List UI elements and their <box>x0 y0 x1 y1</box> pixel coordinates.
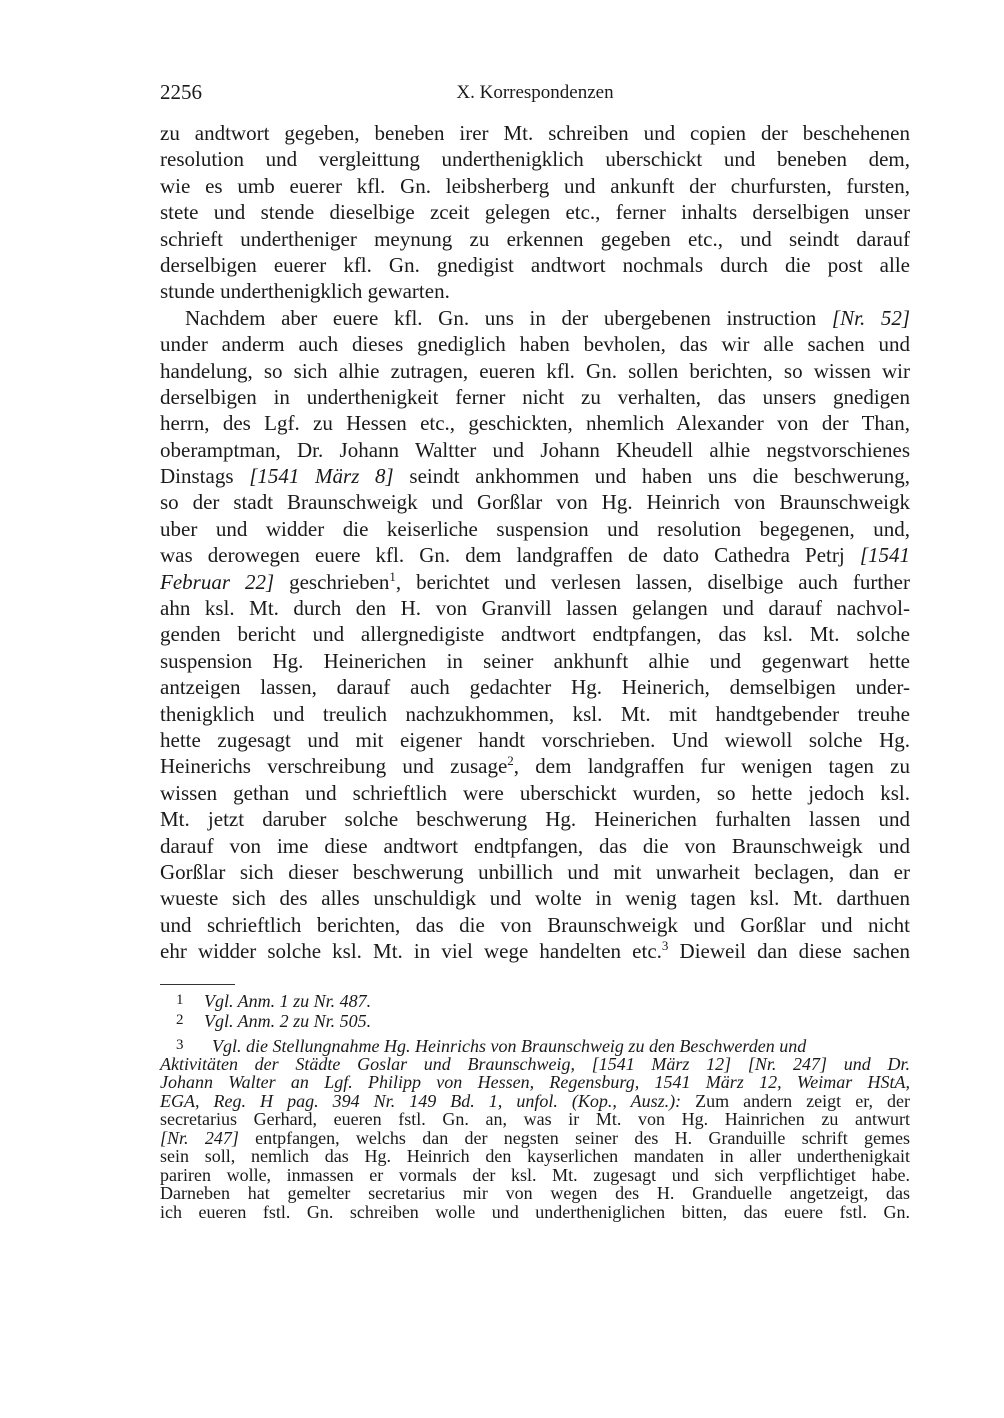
text-segment: derselbigen euerer kfl. Gn. gnedigist andtwort nochmals durch die post alle <box>160 252 910 277</box>
footnote-line <box>160 1036 910 1055</box>
text-segment: thenigklich und treulich nachzukhommen, ksl. Mt. mit handtgebender treuhe <box>160 701 910 726</box>
text-segment: Nachdem aber euere kfl. Gn. uns in der ubergebenen instruction <box>185 305 832 330</box>
text-segment: geschrieben <box>274 569 390 594</box>
text-segment: ehr widder solche ksl. Mt. in viel wege handelten etc. <box>160 939 662 964</box>
text-line <box>160 120 910 146</box>
footnote-3 <box>160 1036 910 1221</box>
footnote-line <box>160 1110 910 1129</box>
text-line <box>160 542 910 568</box>
text-segment: under anderm auch dieses gnediglich haben bevholen, das wir alle sachen und <box>160 332 910 357</box>
text-segment: [Nr. 52] <box>831 305 911 330</box>
text-segment: resolution und vergleittung underthenigklich uberschickt und beneben dem, <box>160 147 910 172</box>
text-segment: schrieft undertheniger meynung zu erkennen gegeben etc., und seindt darauf <box>160 226 910 251</box>
footnote-number: 3 <box>176 1037 184 1053</box>
text-segment: ahn ksl. Mt. durch den H. von Granvill lassen gelangen und darauf nachvol- <box>160 596 910 621</box>
footnote-separator <box>160 984 235 985</box>
text-segment: seindt ankhommen und haben uns die beschwerung, <box>393 464 910 489</box>
text-segment: uber und widder die keiserliche suspension und resolution begegenen, und, <box>160 516 910 541</box>
text-segment: antzeigen lassen, darauf auch gedachter Hg. Heinerich, demselbigen under- <box>160 675 910 700</box>
footnote-text: Vgl. Anm. 2 zu Nr. 505. <box>204 1011 372 1031</box>
text-segment: stunde underthenigklich gewarten. <box>160 279 450 304</box>
text-segment: , berichtet und verlesen lassen, diselbige auch further <box>395 569 910 594</box>
text-segment: darauf von ime diese andtwort endtpfangen, das die von Braunschweigk und <box>160 833 910 858</box>
text-line <box>160 569 910 595</box>
text-segment: herrn, des Lgf. zu Hessen etc., geschickten, nhemlich Alexander von der Than, <box>160 411 910 436</box>
text-line <box>160 885 910 911</box>
text-line <box>160 305 910 331</box>
footnote-reference: 3 <box>661 938 669 954</box>
text-segment: Dieweil dan diese sachen <box>668 939 910 964</box>
text-segment: zu andtwort gegeben, beneben irer Mt. schreiben und copien der beschehenen <box>160 121 910 145</box>
main-text <box>160 120 910 965</box>
text-line <box>160 806 910 832</box>
text-segment: secretarius Gerhard, eueren fstl. Gn. an, was ir Mt. von Hg. Hainrichen zu antwurt <box>160 1109 910 1129</box>
text-line <box>160 358 910 384</box>
text-segment: sein soll, nemlich das Hg. Heinrich den kayserlichen mandaten in aller underthenigkait <box>160 1146 910 1166</box>
text-line <box>160 199 910 225</box>
footnote-1 <box>160 990 910 1010</box>
text-line <box>160 489 910 515</box>
text-line <box>160 780 910 806</box>
text-segment: pariren wolle, inmassen er vormals der ksl. Mt. zugesagt und sich verpflichtiget habe. <box>160 1164 910 1185</box>
text-line <box>160 727 910 753</box>
footnote-line <box>160 1129 910 1148</box>
footnote-line <box>160 1092 910 1111</box>
text-segment: Gorßlar sich dieser beschwerung unbillich und mit unwarheit beclagen, dan er <box>160 859 910 884</box>
page-header <box>160 80 910 108</box>
text-segment: Dinstags <box>160 464 250 489</box>
text-segment: , dem landgraffen fur wenigen tagen zu <box>513 754 910 779</box>
text-segment: wie es umb euerer kfl. Gn. leibsherberg und ankunft der churfursten, fursten, <box>160 173 910 198</box>
text-line <box>160 701 910 727</box>
text-segment: wueste sich des alles unschuldigk und wolte in wenig tagen ksl. Mt. darthuen <box>160 886 910 911</box>
text-segment: oberamptman, Dr. Johann Waltter und Johann Kheudell alhie negstvorschienes <box>160 437 910 462</box>
text-segment: Zum andern zeigt er, der <box>681 1090 910 1111</box>
text-segment: wissen gethan und schrieftlich were uberschickt wurden, so hette jedoch ksl. <box>160 780 910 805</box>
text-line <box>160 410 910 436</box>
text-line <box>160 146 910 172</box>
text-line <box>160 595 910 621</box>
text-line <box>160 173 910 199</box>
footnotes <box>160 990 910 1030</box>
text-segment: was derowegen euere kfl. Gn. dem landgraffen de dato Cathedra Petrj <box>160 543 860 568</box>
text-line <box>160 278 910 304</box>
text-segment: derselbigen in underthenigkeit ferner nicht zu verhalten, das unsers gnedigen <box>160 384 910 409</box>
text-line <box>160 938 910 964</box>
text-segment: [1541 <box>859 543 910 568</box>
text-segment: handelung, so sich alhie zutragen, eueren kfl. Gn. sollen berichten, so wissen wir <box>160 358 910 383</box>
footnote-line <box>160 1073 910 1092</box>
page-number: 2256 <box>160 80 202 104</box>
text-segment: Heinerichs verschreibung und zusage <box>160 754 508 779</box>
text-segment: Darneben hat gemelter secretarius mir von wegen des H. Granduelle angetzeigt, das <box>160 1183 910 1203</box>
footnote-text: Vgl. Anm. 1 zu Nr. 487. <box>204 991 372 1011</box>
text-segment: Vgl. die Stellungnahme Hg. Heinrichs von Braunschweig zu den Beschwerden und <box>212 1036 807 1056</box>
text-segment: Februar 22] <box>160 569 275 594</box>
text-segment: stete und stende dieselbige zceit gelegen etc., ferner inhalts derselbigen unser <box>160 200 910 225</box>
footnote-reference: 2 <box>507 753 514 769</box>
text-segment: Johann Walter an Lgf. Philipp von Hessen, Regensburg, 1541 März 12, Weimar HStA, <box>160 1072 910 1092</box>
text-segment: [Nr. 247] <box>160 1127 239 1148</box>
text-line <box>160 437 910 463</box>
text-line <box>160 859 910 885</box>
text-segment: entpfangen, welchs dan der negsten seiner des H. Granduille schrift gemes <box>238 1127 910 1148</box>
text-segment: Mt. jetzt daruber solche beschwerung Hg. Heinerichen furhalten lassen und <box>160 807 910 832</box>
text-segment: genden bericht und allergnedigiste andtwort endtpfangen, das ksl. Mt. solche <box>160 622 910 647</box>
text-segment: hette zugesagt und mit eigener handt vorschrieben. Und wiewoll solche Hg. <box>160 727 910 752</box>
text-line <box>160 331 910 357</box>
text-line <box>160 648 910 674</box>
text-line <box>160 621 910 647</box>
text-segment: so der stadt Braunschweigk und Gorßlar von Hg. Heinrich von Braunschweigk <box>160 490 910 515</box>
text-segment: und schrieftlich berichten, das die von Braunschweigk und Gorßlar und nicht <box>160 912 910 937</box>
footnote-line <box>160 1055 910 1074</box>
footnote-line <box>160 1203 910 1222</box>
text-segment: Aktivitäten der Städte Goslar und Braunschweig, [1541 März 12] [Nr. 247] und Dr. <box>160 1053 910 1074</box>
footnote-line <box>160 1184 910 1203</box>
text-line <box>160 226 910 252</box>
footnote-reference: 1 <box>389 568 396 584</box>
text-segment: suspension Hg. Heinerichen in seiner ankhunft alhie und gegenwart hette <box>160 648 910 673</box>
text-line <box>160 753 910 779</box>
text-line <box>160 516 910 542</box>
text-line <box>160 912 910 938</box>
footnote-number: 1 <box>176 992 184 1008</box>
text-line <box>160 384 910 410</box>
text-line <box>160 674 910 700</box>
text-segment: EGA, Reg. H pag. 394 Nr. 149 Bd. 1, unfol. (Kop., Ausz.): <box>160 1090 682 1111</box>
text-line <box>160 833 910 859</box>
text-segment: ich eueren fstl. Gn. schreiben wolle und undertheniglichen bitten, das euere fstl. Gn. <box>160 1201 910 1222</box>
text-line <box>160 252 910 278</box>
running-title: X. Korrespondenzen <box>456 82 614 103</box>
text-line <box>160 463 910 489</box>
text-segment: [1541 März 8] <box>249 464 394 489</box>
footnote-2 <box>160 1010 910 1030</box>
footnote-line <box>160 1166 910 1185</box>
footnote-number: 2 <box>176 1012 184 1028</box>
footnote-line <box>160 1147 910 1166</box>
